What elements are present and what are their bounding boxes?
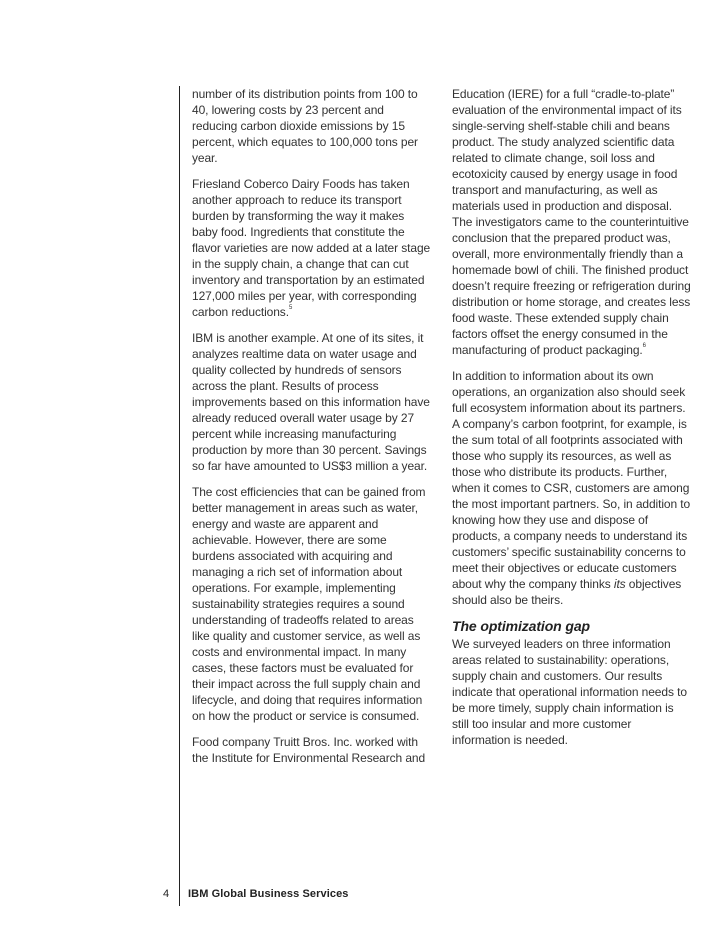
page-number: 4 <box>163 888 170 900</box>
paragraph-text: Education (IERE) for a full “cradle-to-plate” evaluation of the environmental impact of its single-serving shelf-stable chili and beans product. The study analyzed scientific data related to climate change, soil loss and ecotoxicity caused by energy usage in food transport and manufacturing, as well as materials used in production and disposal. The investigators came to the counterintuitive conclusion that the prepared product was, overall, more environmentally friendly than a homemade bowl of chili. The finished product doesn’t require freezing or refrigeration during distribution or home storage, and creates less food waste. These extended supply chain factors offset the energy consumed in the manufacturing of product packaging. <box>452 87 691 357</box>
paragraph: We surveyed leaders on three information areas related to sustainability: operations, supply chain and customers. Our results indicate that operational information needs to be more timely, supply chain information is still too insular and more customer information is needed. <box>452 637 687 747</box>
paragraph <box>452 86 692 358</box>
paragraph: Food company Truitt Bros. Inc. worked with the Institute for Environmental Research and <box>192 735 426 765</box>
emphasis: its <box>613 577 626 591</box>
right-column <box>452 86 692 758</box>
paragraph-text: objectives should also be theirs. <box>452 577 682 607</box>
paragraph-text: In addition to information about its own operations, an organization also should seek full ecosystem information about its partners. A company’s carbon footprint, for example, is the sum total of all footprints associated with those who supply its resources, as well as those who distribute its products. Further, when it comes to CSR, customers are among the most important partners. So, in addition to knowing how they use and dispose of products, a company needs to understand its customers’ specific sustainability concerns to meet their objectives or educate customers about why the company thinks <box>452 369 691 591</box>
margin-rule <box>179 86 180 906</box>
footnote-ref: 5 <box>288 305 293 311</box>
paragraph: IBM is another example. At one of its sites, it analyzes realtime data on water usage and quality collected by hundreds of sensors across the plant. Results of process improvements based on this information have already reduced overall water usage by 27 percent while increasing manufacturing production by more than 30 percent. Savings so far have amounted to US$3 million a year. <box>192 331 430 473</box>
paragraph: number of its distribution points from 100 to 40, lowering costs by 23 percent and reducing carbon dioxide emissions by 15 percent, which equates to 100,000 tons per year. <box>192 87 418 165</box>
footer-title: IBM Global Business Services <box>188 888 349 900</box>
paragraph <box>452 368 692 608</box>
left-column <box>192 86 432 776</box>
paragraph <box>192 176 432 320</box>
section-heading: The optimization gap <box>452 618 590 634</box>
paragraph: The cost efficiencies that can be gained from better management in areas such as water, energy and waste are apparent and achievable. However, there are some burdens associated with acquiring and managing a rich set of information about operations. For example, implementing sustainability strategies requires a sound understanding of tradeoffs related to areas like quality and customer service, as well as costs and environmental impact. In many cases, these factors must be evaluated for their impact across the full supply chain and lifecycle, and doing that requires information on how the product or service is consumed. <box>192 485 426 723</box>
paragraph-text: Friesland Coberco Dairy Foods has taken another approach to reduce its transport burden by transforming the way it makes baby food. Ingredients that constitute the flavor varieties are now added at a later stage in the supply chain, a change that can cut inventory and transportation by an estimated 127,000 miles per year, with corresponding carbon reductions. <box>192 177 431 319</box>
footnote-ref: 6 <box>642 343 646 349</box>
